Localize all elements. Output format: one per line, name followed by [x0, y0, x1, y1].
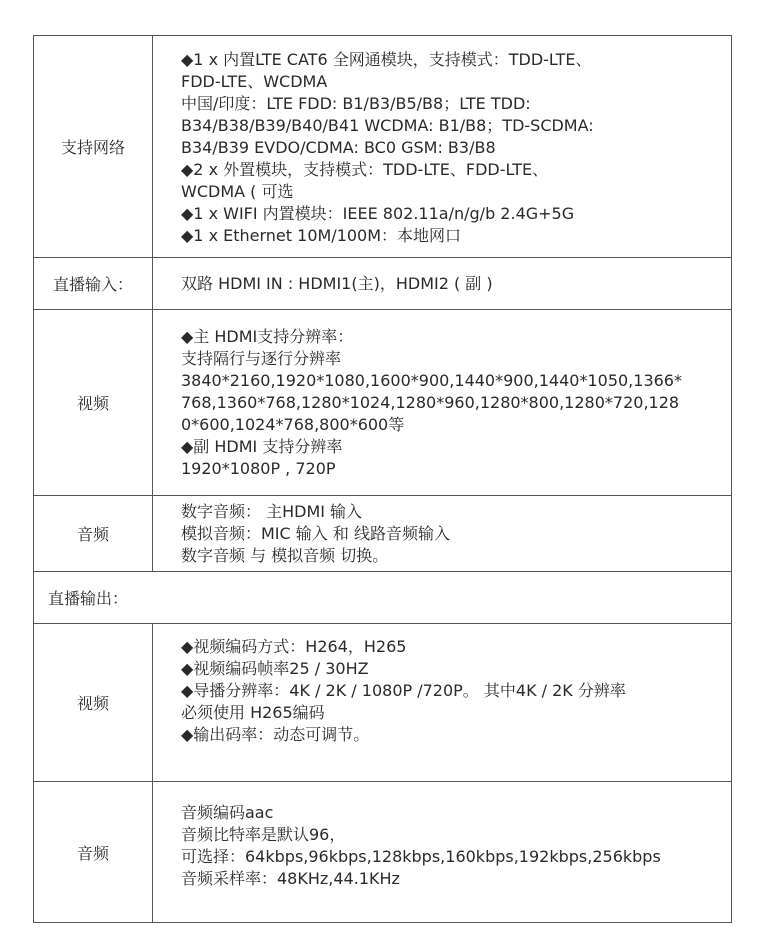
content-line: 数字音频 与 模拟音频 切换。 — [181, 545, 389, 565]
content-line: 1920*1080P , 720P — [181, 458, 336, 478]
content-line: ◆1 x 内置LTE CAT6 全网通模块，支持模式：TDD-LTE、 — [181, 49, 592, 69]
content-line: ◆视频编码帧率25 / 30HZ — [181, 659, 369, 678]
content-line: 3840*2160,1920*1080,1600*900,1440*900,1440*1050,1366* — [181, 370, 682, 390]
row-content-output-audio — [153, 782, 732, 923]
content-line: B34/B38/B39/B40/B41 WCDMA: B1/B8；TD-SCDMA: — [181, 115, 594, 135]
table-row — [34, 496, 732, 572]
row-content-live-input — [153, 258, 732, 310]
row-label-output-audio: 音频 — [34, 782, 153, 923]
content-line: ◆2 x 外置模块，支持模式：TDD-LTE、FDD-LTE、 — [181, 159, 549, 179]
content-line: ◆主 HDMI支持分辨率： — [181, 326, 354, 346]
content-line: B34/B39 EVDO/CDMA: BC0 GSM: B3/B8 — [181, 137, 496, 157]
table-row — [34, 258, 732, 310]
row-content-input-audio — [153, 496, 732, 572]
content-line: 音频编码aac — [181, 803, 274, 822]
content-line: 双路 HDMI IN : HDMI1(主)，HDMI2 ( 副 ) — [181, 273, 493, 293]
content-line: 音频比特率是默认96， — [181, 825, 346, 844]
content-line: 模拟音频：MIC 输入 和 线路音频输入 — [181, 523, 450, 543]
content-line: 必须使用 H265编码 — [181, 703, 325, 722]
row-label-live-input: 直播输入： — [34, 258, 153, 310]
table-row — [34, 572, 732, 624]
content-line: ◆视频编码方式：H264，H265 — [181, 637, 407, 656]
content-line: WCDMA ( 可选 — [181, 181, 294, 201]
content-line: ◆1 x Ethernet 10M/100M：本地网口 — [181, 225, 462, 245]
content-line: FDD-LTE、WCDMA — [181, 71, 328, 91]
row-label-input-audio: 音频 — [34, 496, 153, 572]
table-row — [34, 624, 732, 782]
content-line: ◆副 HDMI 支持分辨率 — [181, 436, 343, 456]
row-label-output-video: 视频 — [34, 624, 153, 782]
content-line: 中国/印度：LTE FDD: B1/B3/B5/B8；LTE TDD: — [181, 93, 531, 113]
table-row — [34, 36, 732, 258]
content-line: 可选择：64kbps,96kbps,128kbps,160kbps,192kbps,256kbps — [181, 847, 661, 866]
content-line: 音频采样率：48KHz,44.1KHz — [181, 869, 400, 888]
spec-table — [33, 35, 732, 923]
table-row — [34, 310, 732, 496]
content-line: 768,1360*768,1280*1024,1280*960,1280*800,1280*720,128 — [181, 392, 680, 412]
row-content-network — [153, 36, 732, 258]
row-content-input-video — [153, 310, 732, 496]
content-line: 数字音频： 主HDMI 输入 — [181, 501, 363, 521]
row-label-network: 支持网络 — [34, 36, 153, 258]
content-line: 支持隔行与逐行分辨率 — [181, 348, 342, 368]
section-heading-live-output: 直播输出： — [34, 572, 732, 624]
content-line: ◆1 x WIFI 内置模块：IEEE 802.11a/n/g/b 2.4G+5G — [181, 203, 575, 223]
content-line: ◆输出码率：动态可调节。 — [181, 725, 370, 744]
content-line: 0*600,1024*768,800*600等 — [181, 414, 405, 434]
row-label-input-video: 视频 — [34, 310, 153, 496]
content-line: ◆导播分辨率：4K / 2K / 1080P /720P。 其中4K / 2K 分辨率 — [181, 681, 626, 700]
table-row — [34, 782, 732, 923]
row-content-output-video — [153, 624, 732, 782]
